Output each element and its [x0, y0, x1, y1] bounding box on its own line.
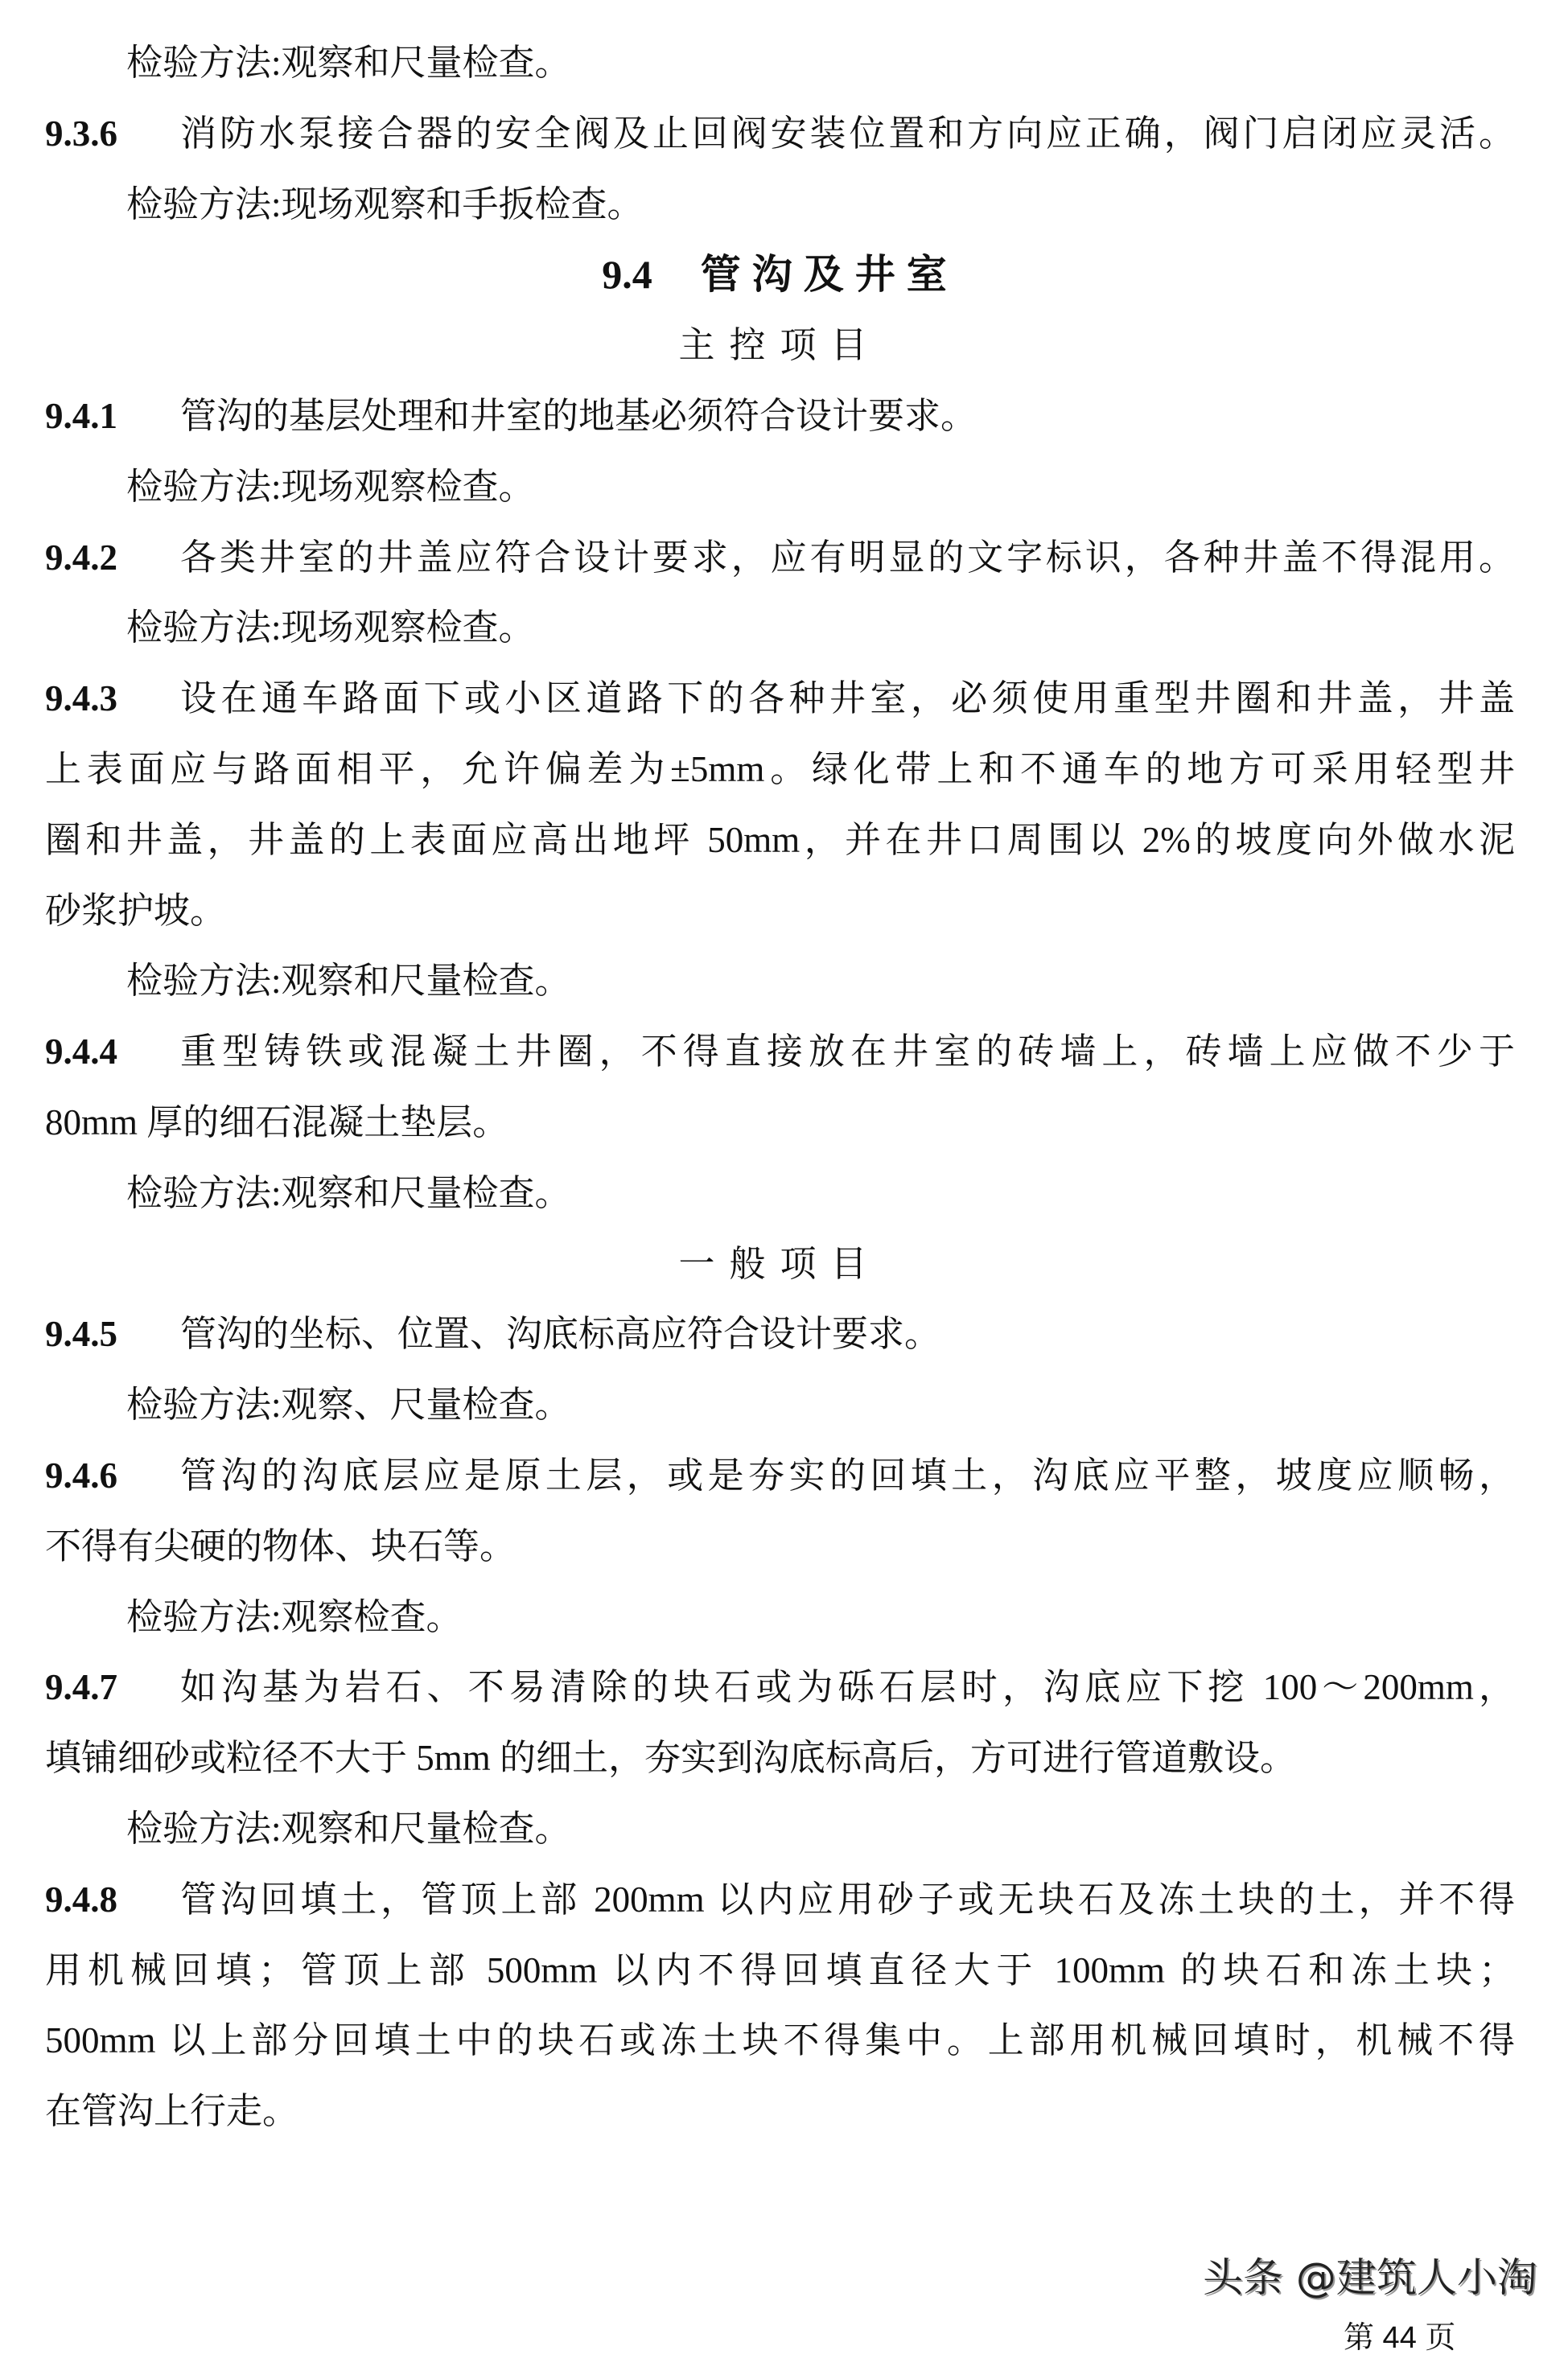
line-text: 检验方法:观察、尺量检查。 [126, 1385, 571, 1426]
line-text: 检验方法:观察和尺量检查。 [126, 961, 571, 1002]
clause-text: 管沟的沟底层应是原土层，或是夯实的回填土，沟底应平整，坡度应顺畅， [180, 1455, 1515, 1496]
line-text: 砂浆护坡。 [45, 890, 227, 931]
clause-line [45, 1441, 1515, 1512]
clause-text: 设在通车路面下或小区道路下的各种井室，必须使用重型井圈和井盖，井盖 [180, 678, 1515, 719]
clause-continuation [45, 2006, 1515, 2077]
section-number: 9.4 [602, 252, 652, 298]
line-text: 检验方法:现场观察检查。 [126, 607, 535, 648]
clause-continuation [45, 1723, 1515, 1794]
clause-text: 如沟基为岩石、不易清除的块石或为砾石层时，沟底应下挖 100～200mm， [180, 1667, 1515, 1708]
clause-number: 9.4.4 [45, 1031, 117, 1072]
inspection-method [45, 28, 1515, 99]
inspection-method [45, 946, 1515, 1017]
clause-number: 9.4.7 [45, 1667, 117, 1708]
inspection-method [45, 1583, 1515, 1653]
clause-number: 9.3.6 [45, 113, 117, 154]
clause-line [45, 381, 1515, 452]
line-text: 用机械回填；管顶上部 500mm 以内不得回填直径大于 100mm 的块石和冻土块； [45, 1949, 1515, 1990]
line-text: 500mm 以上部分回填土中的块石或冻土块不得集中。上部用机械回填时，机械不得 [45, 2020, 1515, 2061]
line-text: 检验方法:观察和尺量检查。 [126, 1172, 571, 1213]
clause-line [45, 1017, 1515, 1088]
clause-number: 9.4.8 [45, 1879, 117, 1920]
clause-line [45, 99, 1515, 170]
clause-text: 管沟的基层处理和井室的地基必须符合设计要求。 [180, 395, 977, 436]
clause-line [45, 1299, 1515, 1370]
inspection-method [45, 1794, 1515, 1865]
inspection-method [45, 593, 1515, 664]
document-body [45, 28, 1515, 2147]
clause-continuation [45, 2077, 1515, 2147]
page-number: 第 44 页 [1344, 2321, 1456, 2355]
clause-line [45, 523, 1515, 594]
watermark: 头条 @建筑人小淘 [1203, 2254, 1537, 2301]
inspection-method [45, 452, 1515, 523]
subsection-heading: 主控项目 [678, 325, 882, 366]
clause-text: 管沟回填土，管顶上部 200mm 以内应用砂子或无块石及冻土块的土，并不得 [180, 1879, 1515, 1920]
clause-number: 9.4.1 [45, 395, 117, 436]
line-text: 在管沟上行走。 [45, 2091, 299, 2132]
line-text: 检验方法:观察检查。 [126, 1596, 463, 1637]
inspection-method [45, 170, 1515, 241]
clause-text: 各类井室的井盖应符合设计要求，应有明显的文字标识，各种井盖不得混用。 [180, 537, 1515, 578]
clause-continuation [45, 1936, 1515, 2007]
line-text: 上表面应与路面相平，允许偏差为±5mm。绿化带上和不通车的地方可采用轻型井 [45, 748, 1515, 789]
section-heading: 管沟及井室 [700, 252, 958, 298]
clause-continuation [45, 876, 1515, 947]
clause-text: 重型铸铁或混凝土井圈，不得直接放在井室的砖墙上，砖墙上应做不少于 [180, 1031, 1515, 1072]
line-text: 检验方法:观察和尺量检查。 [126, 1808, 571, 1849]
line-text: 80mm 厚的细石混凝土垫层。 [45, 1101, 509, 1142]
clause-number: 9.4.2 [45, 537, 117, 578]
subsection-heading: 一般项目 [678, 1243, 882, 1284]
line-text: 不得有尖硬的物体、块石等。 [45, 1525, 516, 1566]
clause-number: 9.4.5 [45, 1314, 117, 1355]
line-text: 检验方法:现场观察和手扳检查。 [126, 183, 644, 224]
section-title [45, 240, 1515, 311]
line-text: 圈和井盖，井盖的上表面应高出地坪 50mm，并在井口周围以 2%的坡度向外做水泥 [45, 819, 1515, 860]
clause-text: 管沟的坐标、位置、沟底标高应符合设计要求。 [180, 1314, 941, 1355]
line-text: 检验方法:现场观察检查。 [126, 466, 535, 507]
line-text: 填铺细砂或粒径不大于 5mm 的细土，夯实到沟底标高后，方可进行管道敷设。 [45, 1738, 1297, 1779]
line-text: 检验方法:观察和尺量检查。 [126, 43, 571, 83]
clause-continuation [45, 735, 1515, 805]
clause-text: 消防水泵接合器的安全阀及止回阀安装位置和方向应正确，阀门启闭应灵活。 [180, 113, 1515, 154]
clause-continuation [45, 1512, 1515, 1583]
inspection-method [45, 1159, 1515, 1229]
inspection-method [45, 1370, 1515, 1441]
clause-line [45, 1653, 1515, 1723]
clause-number: 9.4.3 [45, 678, 117, 719]
clause-continuation [45, 1088, 1515, 1159]
clause-continuation [45, 805, 1515, 876]
clause-line [45, 664, 1515, 735]
clause-number: 9.4.6 [45, 1455, 117, 1496]
clause-line [45, 1865, 1515, 1936]
